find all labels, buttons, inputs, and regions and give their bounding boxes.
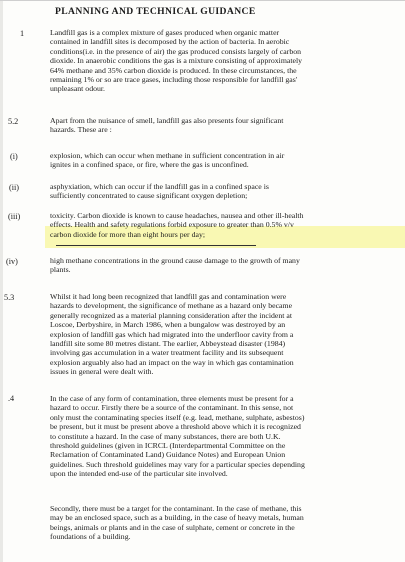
text-line: upon the intended end-use of the particular site involved. xyxy=(50,469,228,479)
text-line: involving gas accumulation in a water treatment facility and its subsequent xyxy=(50,348,284,358)
text-line: asphyxiation, which can occur if the landfill gas in a confined space is xyxy=(50,182,269,191)
page-header: PLANNING AND TECHNICAL GUIDANCE xyxy=(55,6,256,17)
list-item xyxy=(50,182,390,201)
list-number: (i) xyxy=(10,152,18,161)
text-line: 64% methane and 35% carbon dioxide is produced. In these circumstances, the xyxy=(50,65,297,75)
text-line: beings, animals or plants and in the case of sulphate, cement or concrete in the xyxy=(50,522,295,532)
text-line: toxicity. Carbon dioxide is known to cause headaches, nausea and other ill-health xyxy=(50,211,304,220)
list-number: (iv) xyxy=(6,257,18,266)
section-number: 5.3 xyxy=(4,293,15,302)
text-line: be present, but it must be present above a threshold above which it is recognized xyxy=(50,422,301,432)
text-line: to constitute a hazard. In the case of many substances, there are both U.K. xyxy=(50,431,281,441)
pen-underline xyxy=(56,245,256,246)
section-number: 5.2 xyxy=(8,117,19,126)
text-line: foundations of a building. xyxy=(50,532,131,542)
list-number: (iii) xyxy=(8,212,21,221)
text-line: Secondly, there must be a target for the contaminant. In the case of methane, this xyxy=(50,504,302,513)
top-rule xyxy=(0,0,405,1)
text-line: contained in landfill sites is decomposed by the action of bacteria. In aerobic xyxy=(50,37,290,47)
text-line: hazards to development, the significance of methane as a hazard only became xyxy=(50,301,293,311)
text-line: threshold guidelines (given in ICRCL (Interdepartmental Committee on the xyxy=(50,441,286,451)
text-line: sufficiently concentrated to cause significant oxygen depletion; xyxy=(50,191,248,201)
section-number: 1 xyxy=(20,29,25,38)
text-line: carbon dioxide for more than eight hours per day; xyxy=(50,229,206,239)
text-line: Apart from the nuisance of smell, landfill gas also presents four significant xyxy=(50,116,284,125)
section-number: .4 xyxy=(8,394,15,403)
text-line: Whilst it had long been recognized that landfill gas and contamination were xyxy=(50,292,287,301)
text-line: explosion arguably also had an impact on the way in which gas contamination xyxy=(50,357,294,367)
section-paragraph xyxy=(50,394,390,479)
text-line: ignites in a confined space, or fire, where the gas is unconfined. xyxy=(50,160,249,170)
text-line: hazards. These are : xyxy=(50,125,112,135)
text-line: In the case of any form of contamination, three elements must be present for a xyxy=(50,394,294,403)
text-line: hazard to occur. Firstly there be a source of the contaminant. In this sense, not xyxy=(50,403,294,413)
text-line: guidelines. Such threshold guidelines may vary for a particular species depending xyxy=(50,459,305,469)
list-item xyxy=(50,151,390,170)
text-line: explosion, which can occur when methane in sufficient concentration in air xyxy=(50,151,285,160)
section-paragraph xyxy=(50,292,390,377)
text-line: Landfill gas is a complex mixture of gases produced when organic matter xyxy=(50,28,280,37)
list-number: (ii) xyxy=(9,183,20,192)
text-line: remaining 1% or so are trace gases, including those responsible for landfill gas' xyxy=(50,75,298,85)
text-line: only must the contaminating species itself (e.g. lead, methane, sulphate, asbestos) xyxy=(50,412,305,422)
text-line: effects. Health and safety regulations forbid exposure to greater than 0.5% v/v xyxy=(50,220,294,230)
text-line: plants. xyxy=(50,265,71,275)
text-line: may be an enclosed space, such as a building, in the case of heavy metals, human xyxy=(50,513,304,523)
text-line: Loscoe, Derbyshire, in March 1986, when a bungalow was destroyed by an xyxy=(50,320,286,330)
list-item xyxy=(50,211,395,239)
text-line: high methane concentrations in the ground cause damage to the growth of many xyxy=(50,256,300,265)
scan-edge xyxy=(0,0,3,562)
section-paragraph xyxy=(50,116,390,135)
text-line: generally recognized as a material planning consideration after the incident at xyxy=(50,310,293,320)
text-line: conditions(i.e. in the presence of air) the gas produced consists largely of carbon xyxy=(50,46,302,56)
text-line: unpleasant odour. xyxy=(50,84,106,94)
text-line: landfill site some 80 metres distant. The earlier, Abbeystead disaster (1984) xyxy=(50,339,286,349)
text-line: Reclamation of Contaminated Land) Guidance Notes) and European Union xyxy=(50,450,286,460)
list-item xyxy=(50,256,390,275)
text-line: dioxide. In anaerobic conditions the gas is a mixture consisting of approximately xyxy=(50,56,303,66)
section-paragraph xyxy=(50,504,390,542)
section-paragraph xyxy=(50,28,390,94)
text-line: issues in general were dealt with. xyxy=(50,367,154,377)
text-line: explosion of landfill gas which had migrated into the underfloor cavity from a xyxy=(50,329,294,339)
